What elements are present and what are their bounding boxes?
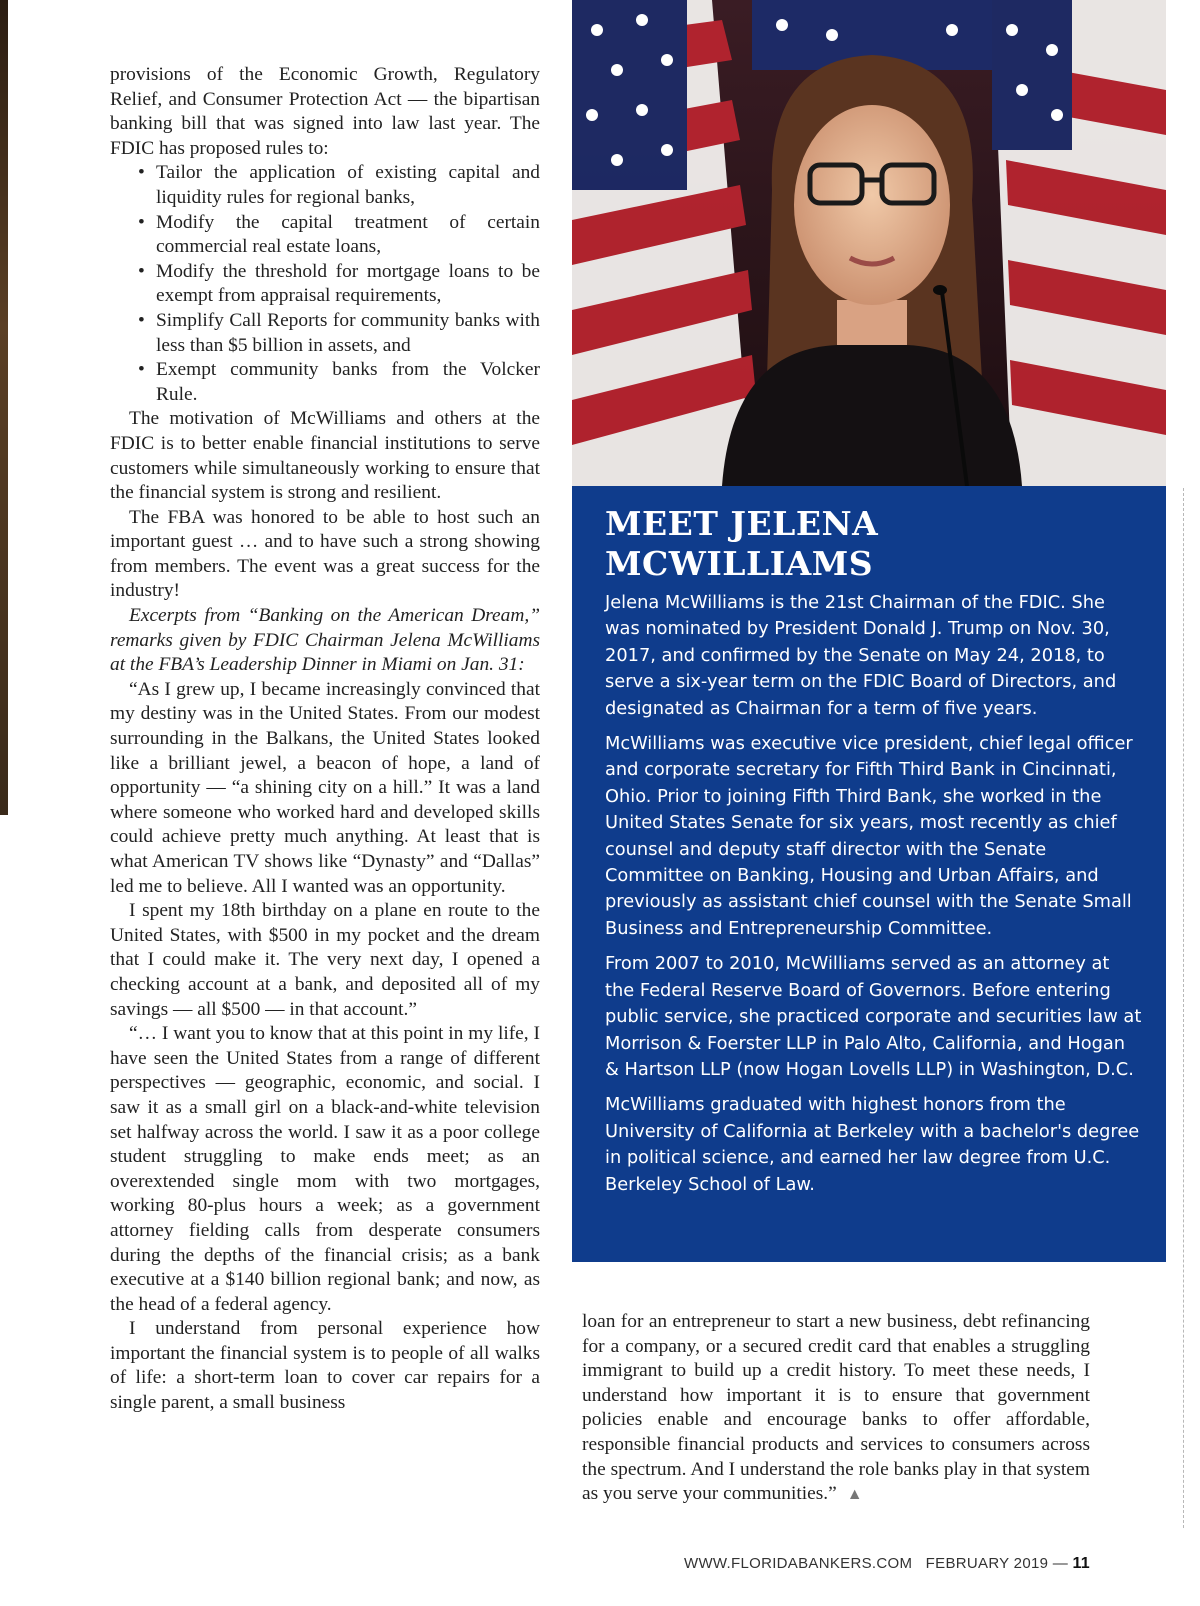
quote-text: loan for an entrepreneur to start a new business, debt refinancing for a company, or a secured credit card that enables a struggling immigrant to build up a credit history. To meet these needs, I understand how important it is to ensure that government policies enable and encourage banks to offer affordable, responsible financial products and services to consumers across the spectrum. And I understand the role banks play in that system as you serve your communities.” [582,1311,1090,1505]
article-paragraph: provisions of the Economic Growth, Regulatory Relief, and Consumer Protection Act — the bipartisan banking bill that was signed into law last year. The FDIC has proposed rules to: [110,64,540,159]
sidebar-title: MEET JELENA MCWILLIAMS [605,504,879,583]
excerpt-intro: Excerpts from “Banking on the American Dream,” remarks given by FDIC Chairman Jelena McWilliams at the FBA’s Leadership Dinner in Miami on Jan. 31: [110,605,540,676]
proposed-rules-list [110,161,540,407]
quote-paragraph: “… I want you to know that at this point in my life, I have seen the United States from a range of different perspectives — geographic, economic, and social. I saw it as a small girl on a black-and-white television set halfway across the world. I saw it as a poor college student struggling to make ends meet; as an overextended single mom with two mortgages, working 80-plus hours a week; as a government attorney fielding calls from desperate consumers during the depths of the financial crisis; as a bank executive at a $140 billion regional bank; and now, as the head of a federal agency. [110,1023,540,1315]
page-number: 11 [1072,1555,1090,1572]
bio-sidebar [572,486,1166,1262]
list-item: • Modify the capital treatment of certain commercial real estate loans, [138,211,540,260]
list-item: • Exempt community banks from the Volcker Rule. [138,358,540,407]
page-footer [684,1555,1090,1573]
sidebar-paragraph: From 2007 to 2010, McWilliams served as an attorney at the Federal Reserve Board of Governors. Before entering public service, she practiced corporate and securities law at Morrison & Foerster LLP in Palo Alto, California, and Hogan & Hartson LLP (now Hogan Lovells LLP) in Washington, D.C. [605,953,1142,1080]
article-left-column [110,63,540,1416]
list-item: • Modify the threshold for mortgage loans to be exempt from appraisal requirements, [138,260,540,309]
article-paragraph: The FBA was honored to be able to host such an important guest … and to have such a strong showing from members. The event was a great success for the industry! [110,506,540,602]
sidebar-paragraph: McWilliams was executive vice president, chief legal officer and corporate secretary for Fifth Third Bank in Cincinnati, Ohio. Prior to joining Fifth Third Bank, she worked in the United States Senate for six years, most recently as chief counsel and deputy staff director with the Senate Committee on Banking, Housing and Urban Affairs, and previously as assistant chief counsel with the Senate Small Business and Entrepreneurship Committee. [605,733,1133,939]
sidebar-paragraph: Jelena McWilliams is the 21st Chairman of the FDIC. She was nominated by President Donald J. Trump on Nov. 30, 2017, and confirmed by the Senate on May 24, 2018, to serve a six-year term on the FDIC Board of Directors, and designated as Chairman for a term of five years. [605,592,1117,719]
sidebar-paragraph: McWilliams graduated with highest honors from the University of California at Berkeley with a bachelor's degree in political science, and earned her law degree from U.C. Berkeley School of Law. [605,1094,1140,1195]
quote-paragraph [582,1310,1090,1508]
quote-paragraph: “As I grew up, I became increasingly convinced that my destiny was in the United States. From our modest surrounding in the Balkans, the United States looked like a brilliant jewel, a beacon of hope, a land of opportunity — “a shining city on a hill.” It was a land where someone who worked hard and developed skills could achieve pretty much anything. At least that is what American TV shows like “Dynasty” and “Dallas” led me to believe. All I wanted was an opportunity. [110,678,540,897]
quote-paragraph: I spent my 18th birthday on a plane en route to the United States, with $500 in my pocket and the dream that I could make it. The very next day, I opened a checking account at a bank, and deposited all of my savings — all $500 — in that account.” [110,900,540,1020]
margin-dashed-rule [1183,488,1184,1528]
quote-paragraph: I understand from personal experience how important the financial system is to people of all walks of life: a short-term loan to cover car repairs for a single parent, a small business [110,1318,540,1414]
list-item: • Tailor the application of existing capital and liquidity rules for regional banks, [138,161,540,210]
facing-page-edge [0,0,8,815]
fba-endmark-icon: ▲ [846,1486,863,1504]
portrait-photo [572,0,1166,486]
footer-date: FEBRUARY 2019 — [925,1555,1069,1572]
article-right-column [582,1310,1090,1508]
article-paragraph: The motivation of McWilliams and others at the FDIC is to better enable financial institutions to serve customers while simultaneously working to ensure that the financial system is strong and resilient. [110,408,540,504]
footer-website: WWW.FLORIDABANKERS.COM [683,1555,913,1572]
list-item: • Simplify Call Reports for community banks with less than $5 billion in assets, and [138,309,540,358]
